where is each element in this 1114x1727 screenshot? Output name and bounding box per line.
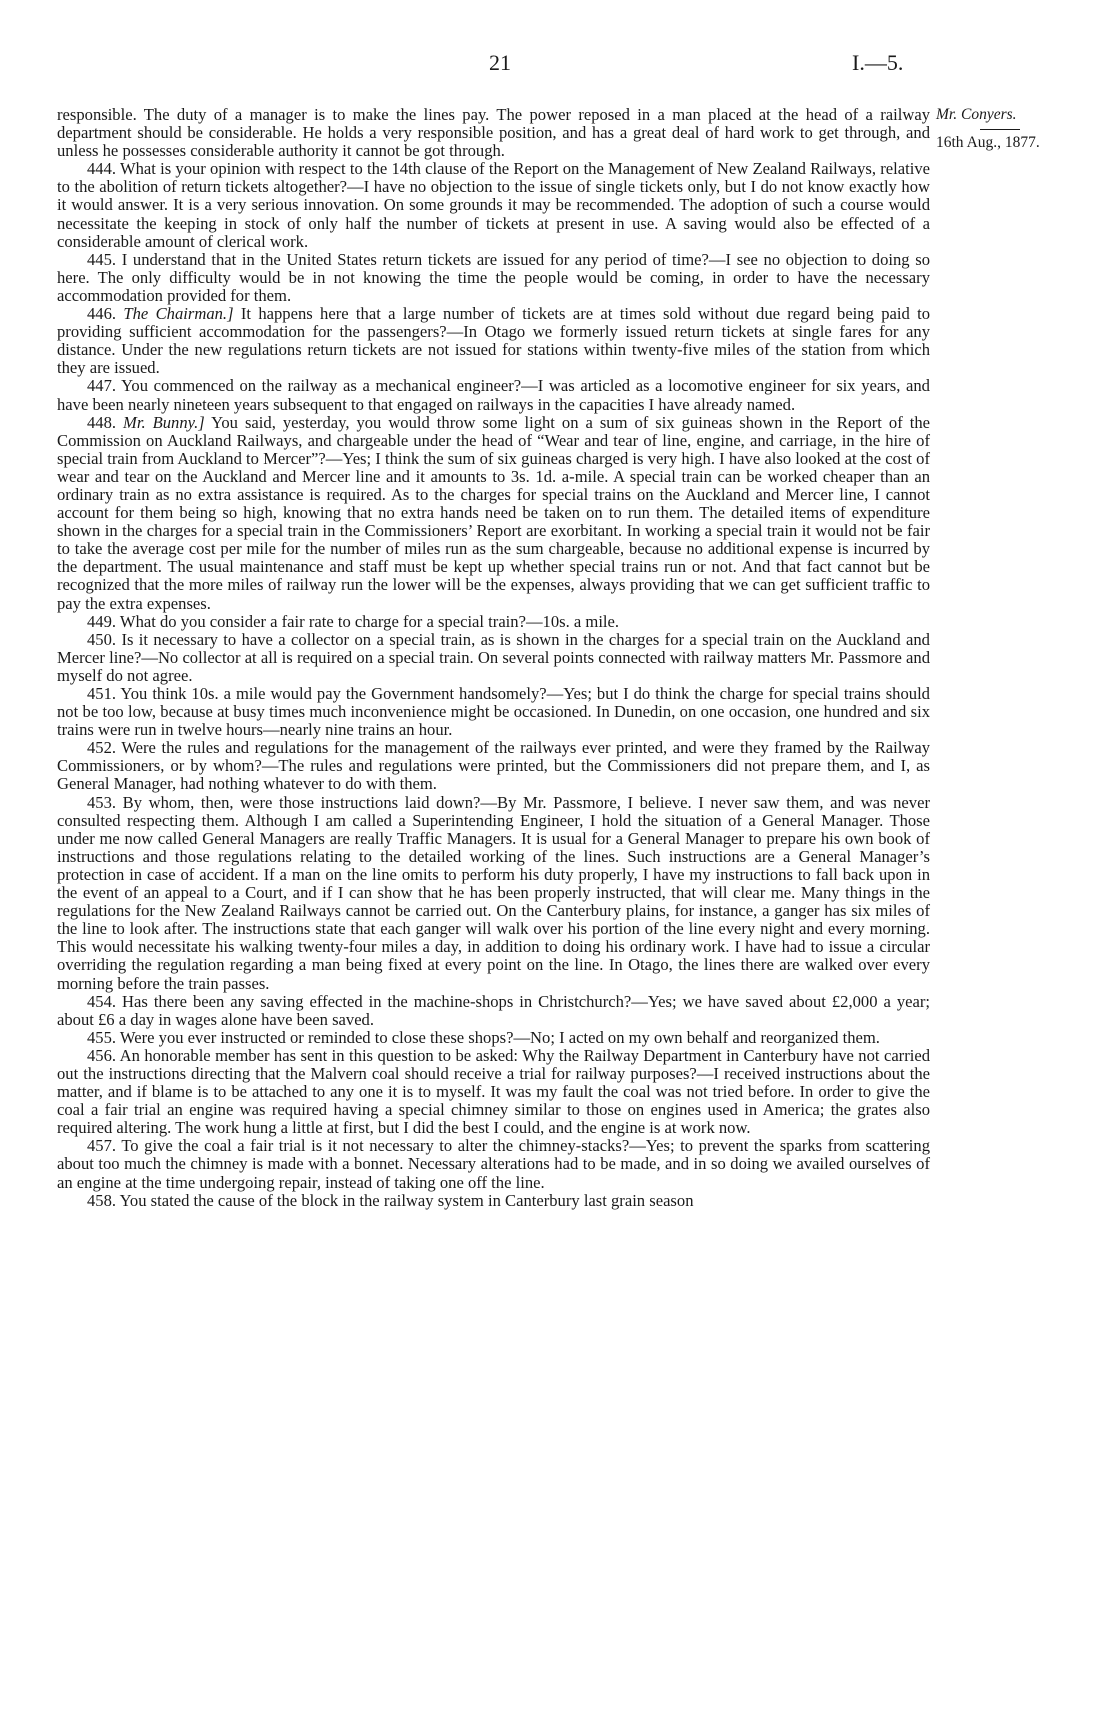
- question-451: 451. You think 10s. a mile would pay the Government handsomely?—Yes; but I do think the charge for special trains should not be too low, because at busy times much inconvenience might be occasioned. In Dunedin, on one occasion, one hundred and six trains were run in twelve hours—nearly nine trains an hour.: [57, 684, 930, 740]
- margin-rule: [980, 129, 1020, 130]
- witness-name: Mr. Conyers.: [936, 106, 1017, 123]
- question-448: 448. Mr. Bunny.] You said, yesterday, you would throw some light on a sum of six guineas shown in the Report of the Commission on Auckland Railways, and chargeable under the head of “Wear and tear of line, engine, and carriage, in the hire of special train from Auckland to Mercer”?—Yes; I think the sum of six guineas charged is very high. I have also looked at the cost of wear and tear on the Auckland and Mercer line and it amounts to 3s. 1d. a-mile. A special train can be worked cheaper than an ordinary train as no extra assistance is required. As to the charges for special trains on the Auckland and Mercer line, I cannot account for them being so high, knowing that no extra hands need be taken on to run them. The detailed items of expenditure shown in the charges for a special train in the Commissioners’ Report are exorbitant. In working a special train it would not be fair to take the average cost per mile for the number of miles run as the sum chargeable, because no additional expense is incurred by the department. The usual maintenance and staff must be kept up whether special trains run or not. And that fact cannot but be recognized that the more miles of railway run the lower will be the expenses, always providing that we can get sufficient traffic to pay the extra expenses.: [57, 412, 930, 613]
- question-449: 449. What do you consider a fair rate to charge for a special train?—10s. a mile.: [87, 611, 620, 631]
- evidence-body: [57, 106, 930, 1210]
- question-446: 446. The Chairman.] It happens here that a large number of tickets are at times sold without due regard being paid to providing sufficient accommodation for the passengers?—In Otago we formerly issued return tickets at single fares for any distance. Under the new regulations return tickets are not issued for stations within twenty-five miles of the station from which they are issued.: [57, 304, 931, 378]
- question-457: 457. To give the coal a fair trial is it not necessary to alter the chimney-stacks?—Yes; to prevent the sparks from scattering about too much the chimney is made with a bonnet. Necessary alterations had to be made, and in so doing we availed ourselves of an engine at the time undergoing repair, instead of taking one off the line.: [57, 1136, 930, 1192]
- question-447: 447. You commenced on the railway as a mechanical engineer?—I was articled as a locomotive engineer for six years, and have been nearly nineteen years subsequent to that engaged on railways in the capacities I have already named.: [57, 376, 930, 414]
- question-452: 452. Were the rules and regulations for the management of the railways ever printed, and were they framed by the Railway Commissioners, or by whom?—The rules and regulations were printed, but the Commissioners did not prepare them, and I, as General Manager, had nothing whatever to do with them.: [57, 738, 930, 794]
- question-456: 456. An honorable member has sent in this question to be asked: Why the Railway Department in Canterbury have not carried out the instructions directing that the Malvern coal should receive a trial for railway purposes?—I received instructions about the matter, and if blame is to be attached to any one it is to myself. It was my fault the coal was not tried before. In order to give the coal a fair trial an engine was required having a special chimney similar to those on engines used in America; the grates also required altering. The work hung a little at first, but I did the best I could, and the engine is at work now.: [57, 1045, 931, 1138]
- question-458: 458. You stated the cause of the block in the railway system in Canterbury last grain season: [87, 1190, 694, 1210]
- page-number: 21: [489, 50, 511, 75]
- speaker-label: The Chairman.]: [123, 304, 234, 324]
- question-445: 445. I understand that in the United States return tickets are issued for any period of time?—I see no objection to doing so here. The only difficulty would be in not knowing the time the people would be coming, in order to have the necessary accommodation provided for them.: [57, 249, 930, 305]
- question-454: 454. Has there been any saving effected in the machine-shops in Christchurch?—Yes; we have saved about £2,000 a year; about £6 a day in wages alone have been saved.: [57, 991, 930, 1029]
- hearing-date: 16th Aug., 1877.: [936, 133, 1040, 151]
- margin-note: [936, 106, 1106, 152]
- question-444: 444. What is your opinion with respect to the 14th clause of the Report on the Management of New Zealand Railways, relative to the abolition of return tickets altogether?—I have no objection to the issue of single tickets only, but I do not know exactly how it would answer. It is a very serious innovation. On some grounds it may be recommended. The adoption of such a course would necessitate the keeping in stock of only half the number of tickets at present in use. A saving would also be effected of a considerable amount of clerical work.: [57, 159, 930, 251]
- speaker-label: Mr. Bunny.]: [123, 412, 205, 432]
- question-453: 453. By whom, then, were those instructions laid down?—By Mr. Passmore, I believe. I never saw them, and was never consulted respecting them. Although I am called a Superintending Engineer, I hold the situation of a General Manager. Those under me now called General Managers are really Traffic Managers. It is usual for a General Manager to prepare his own book of instructions and those regulations relating to the detailed working of the lines. Such instructions are a General Manager’s protection in case of accident. If a man on the line omits to perform his duty properly, I have my instructions to fall back upon in the event of an appeal to a Court, and if I can show that he has been properly instructed, that will clear me. Many things in the regulations for the New Zealand Railways cannot be carried out. On the Canterbury plains, for instance, a ganger has six miles of the line to look after. The instructions state that each ganger will walk over his portion of the line every night and every morning. This would necessitate his walking twenty-four miles a day, in addition to doing his ordinary work. I have had to issue a circular overriding the regulation regarding a man being fixed at every point on the line. In Otago, the lines there are walked over every morning before the train passes.: [57, 792, 930, 993]
- question-450: 450. Is it necessary to have a collector on a special train, as is shown in the charges for a special train on the Auckland and Mercer line?—No collector at all is required on a special train. On several points connected with railway matters Mr. Passmore and myself do not agree.: [57, 629, 930, 685]
- paragraph-continuation: responsible. The duty of a manager is to make the lines pay. The power reposed in a man placed at the head of a railway department should be considerable. He holds a very responsible position, and has a great deal of hard work to get through, and unless he possesses considerable authority it cannot be got through.: [57, 105, 930, 161]
- question-455: 455. Were you ever instructed or reminded to close these shops?—No; I acted on my own behalf and reorganized them.: [87, 1027, 880, 1047]
- document-reference: I.—5.: [852, 50, 904, 75]
